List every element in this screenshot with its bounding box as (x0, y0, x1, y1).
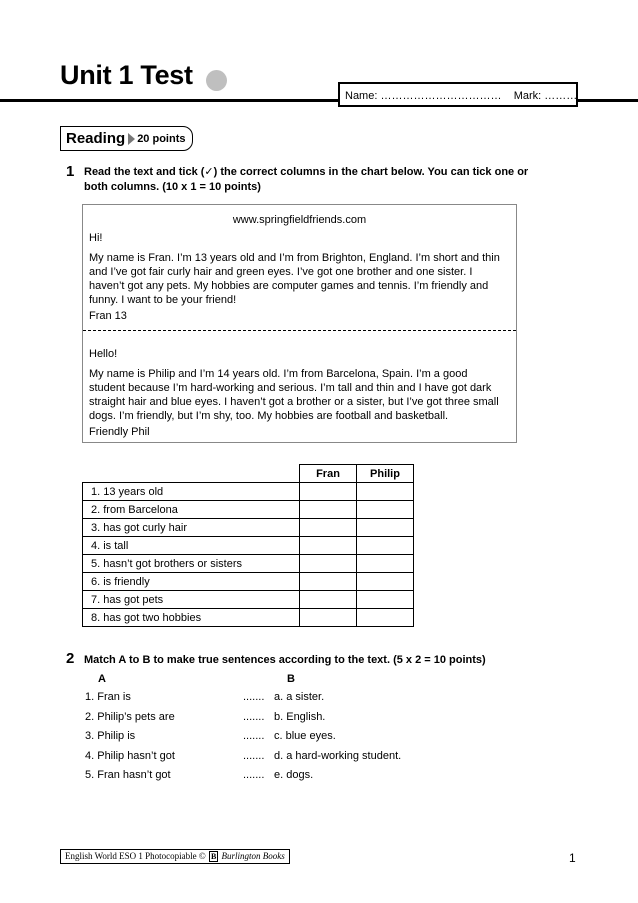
philip-line-4: dogs. I’m friendly, but I’m shy, too. My hobbies are football and basketball. (89, 410, 449, 422)
question-1-line-1: Read the text and tick (✓) the correct columns in the chart below. You can tick one or (84, 166, 529, 178)
tick-cell-philip[interactable] (357, 609, 414, 627)
question-1-line-2: both columns. (10 x 1 = 10 points) (84, 181, 261, 193)
footer-brand: Burlington Books (221, 851, 285, 861)
fran-line-3: haven’t got any pets. My hobbies are computer games and tennis. I’m friendly and (89, 280, 489, 292)
table-row (83, 591, 414, 609)
tick-cell-philip[interactable] (357, 573, 414, 591)
tick-chart (82, 464, 414, 627)
tick-cell-fran[interactable] (300, 501, 357, 519)
chart-item: 2. from Barcelona (83, 501, 300, 519)
reading-points: 20 points (137, 132, 186, 145)
chart-item: 6. is friendly (83, 573, 300, 591)
website-url: www.springfieldfriends.com (232, 214, 367, 226)
reading-label: Reading (66, 130, 126, 147)
fran-line-4: funny. I want to be your friend! (89, 294, 237, 306)
match-a-item: 1. Fran is (85, 691, 131, 703)
question-1-number: 1 (66, 163, 75, 180)
tick-cell-fran[interactable] (300, 519, 357, 537)
match-a-item: 5. Fran hasn’t got (85, 769, 171, 781)
fran-message (89, 251, 513, 307)
philip-line-3: straight hair and blue eyes. I haven’t got a brother or a sister, but I’ve got three small (89, 396, 499, 408)
chart-item: 3. has got curly hair (83, 519, 300, 537)
fran-line-1: My name is Fran. I’m 13 years old and I’m from Brighton, England. I’m short and thin (89, 252, 500, 264)
table-row (83, 519, 414, 537)
table-row (83, 483, 414, 501)
column-b-heading: B (287, 673, 295, 685)
footer-copyright (60, 849, 290, 864)
fran-greeting: Hi! (89, 232, 103, 244)
chart-item: 7. has got pets (83, 591, 300, 609)
footer-text: English World ESO 1 Photocopiable © (65, 851, 206, 861)
tick-cell-philip[interactable] (357, 537, 414, 555)
match-b-item: a. a sister. (274, 691, 325, 703)
philip-signoff: Friendly Phil (89, 426, 150, 438)
chart-header-blank (83, 465, 300, 483)
mark-label: Mark: ……… (513, 90, 578, 102)
match-a-item: 2. Philip’s pets are (85, 711, 175, 723)
tick-cell-fran[interactable] (300, 537, 357, 555)
match-a-item: 4. Philip hasn’t got (85, 750, 175, 762)
chart-item: 8. has got two hobbies (83, 609, 300, 627)
match-b-item: b. English. (274, 711, 326, 723)
reading-section-tag (60, 126, 193, 151)
chart-item: 5. hasn’t got brothers or sisters (83, 555, 300, 573)
table-row (83, 501, 414, 519)
table-row (83, 555, 414, 573)
table-row (83, 573, 414, 591)
tick-cell-fran[interactable] (300, 591, 357, 609)
grey-circle-icon (206, 70, 227, 91)
tick-cell-fran[interactable] (300, 573, 357, 591)
answer-blank[interactable]: ....... (243, 691, 265, 703)
tick-cell-philip[interactable] (357, 555, 414, 573)
match-a-item: 3. Philip is (85, 730, 136, 742)
tick-cell-philip[interactable] (357, 519, 414, 537)
answer-blank[interactable]: ....... (243, 750, 265, 762)
philip-line-2: student because I’m hard-working and serious. I’m tall and thin and I have got dark (89, 382, 492, 394)
chart-item: 1. 13 years old (83, 483, 300, 501)
tick-cell-philip[interactable] (357, 501, 414, 519)
tick-cell-fran[interactable] (300, 555, 357, 573)
table-row (83, 609, 414, 627)
chart-header-philip: Philip (357, 465, 414, 483)
chart-item: 4. is tall (83, 537, 300, 555)
question-2-instruction: Match A to B to make true sentences according to the text. (5 x 2 = 10 points) (84, 654, 486, 666)
chart-header-fran: Fran (300, 465, 357, 483)
philip-line-1: My name is Philip and I’m 14 years old. I’m from Barcelona, Spain. I’m a good (89, 368, 468, 380)
reading-text-box (82, 204, 517, 443)
triangle-right-icon (128, 133, 135, 145)
question-1-instruction (84, 165, 528, 195)
answer-blank[interactable]: ....... (243, 730, 265, 742)
tick-cell-fran[interactable] (300, 609, 357, 627)
question-2-number: 2 (66, 650, 75, 667)
match-b-item: d. a hard-working student. (274, 750, 402, 762)
dashed-separator (83, 330, 516, 331)
tick-cell-fran[interactable] (300, 483, 357, 501)
burlington-logo-icon: B (210, 852, 217, 861)
page-number: 1 (569, 851, 576, 865)
column-a-heading: A (98, 673, 106, 685)
tick-cell-philip[interactable] (357, 483, 414, 501)
tick-cell-philip[interactable] (357, 591, 414, 609)
match-b-item: c. blue eyes. (274, 730, 336, 742)
name-mark-box (338, 82, 578, 107)
philip-message (89, 367, 513, 423)
name-label: Name: …………………………… (345, 90, 502, 102)
fran-line-2: and I’ve got fair curly hair and green eyes. I’ve got one brother and one sister. I (89, 266, 473, 278)
page-title: Unit 1 Test (60, 60, 193, 90)
answer-blank[interactable]: ....... (243, 711, 265, 723)
match-b-item: e. dogs. (274, 769, 314, 781)
fran-signoff: Fran 13 (89, 310, 127, 322)
philip-greeting: Hello! (89, 348, 118, 360)
table-row (83, 537, 414, 555)
chart-header-row (83, 465, 414, 483)
answer-blank[interactable]: ....... (243, 769, 265, 781)
